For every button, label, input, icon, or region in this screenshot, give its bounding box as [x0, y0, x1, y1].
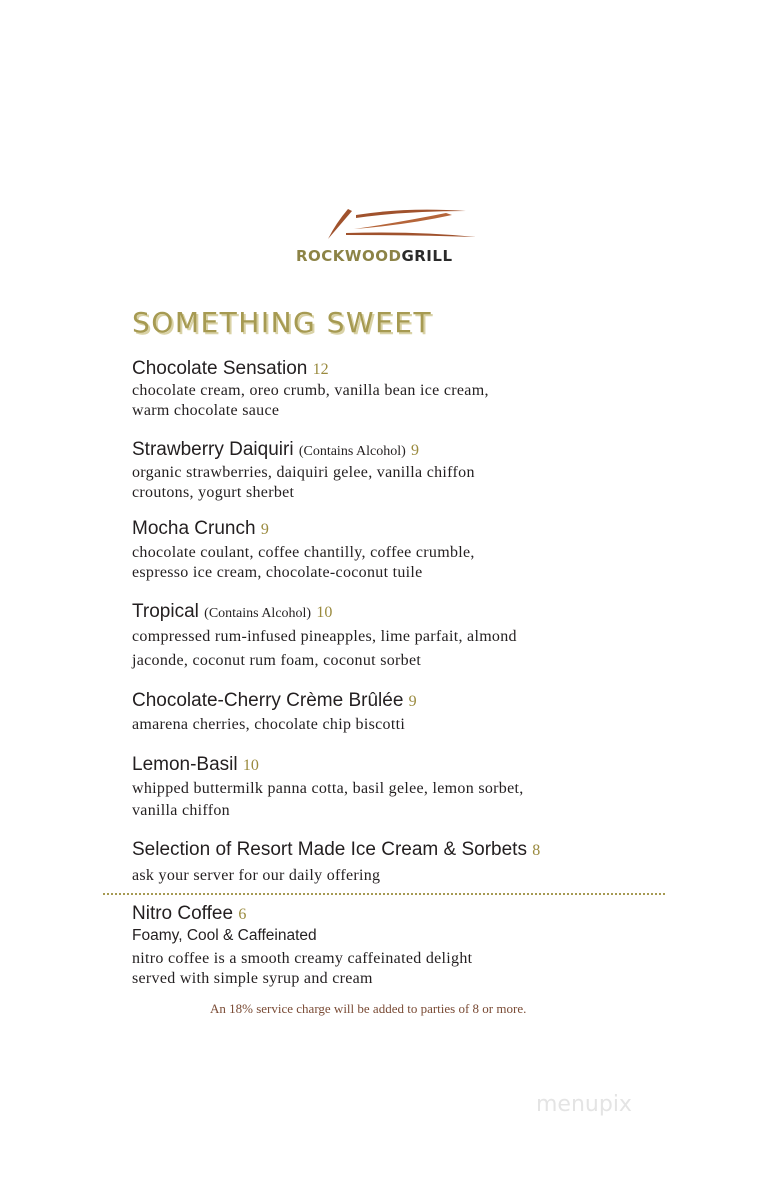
menu-item [132, 358, 489, 421]
item-price: 10 [316, 604, 333, 621]
logo-swoosh-icon [326, 205, 476, 245]
item-name: Tropical [132, 601, 199, 622]
menu-item [132, 439, 475, 503]
item-desc-line: served with simple syrup and cream [132, 970, 373, 987]
section-title: SOMETHING SWEET [132, 306, 433, 339]
logo [296, 205, 476, 267]
item-name: Nitro Coffee [132, 903, 234, 924]
menu-item [132, 518, 475, 583]
item-name: Mocha Crunch [132, 518, 256, 539]
item-desc-line: vanilla chiffon [132, 802, 230, 819]
menu-item [132, 690, 417, 735]
logo-text-rockwood: ROCKWOOD [296, 247, 402, 265]
item-desc-line: nitro coffee is a smooth creamy caffeinated delight [132, 950, 473, 967]
item-price: 9 [260, 521, 269, 538]
item-desc-line: warm chocolate sauce [132, 402, 280, 419]
item-name: Strawberry Daiquiri [132, 439, 294, 460]
item-price: 10 [242, 757, 259, 774]
item-price: 6 [238, 906, 247, 923]
item-price: 12 [312, 361, 329, 378]
item-desc-line: amarena cherries, chocolate chip biscotti [132, 716, 406, 733]
logo-text-grill: GRILL [401, 247, 453, 265]
watermark: menupix [536, 1092, 632, 1117]
item-name: Chocolate-Cherry Crème Brûlée [132, 690, 404, 711]
service-charge-note: An 18% service charge will be added to parties of 8 or more. [210, 1001, 527, 1016]
item-desc-line: whipped buttermilk panna cotta, basil gelee, lemon sorbet, [132, 780, 524, 797]
item-desc-line: compressed rum-infused pineapples, lime parfait, almond [132, 628, 517, 645]
item-note: (Contains Alcohol) [298, 444, 406, 459]
item-desc-line: chocolate coulant, coffee chantilly, coffee crumble, [132, 544, 475, 561]
menu-item [132, 839, 540, 886]
item-subtitle: Foamy, Cool & Caffeinated [132, 927, 317, 944]
dotted-divider [103, 893, 665, 895]
menu-item-nitro [132, 903, 472, 989]
item-name: Chocolate Sensation [132, 358, 308, 379]
item-desc-line: croutons, yogurt sherbet [132, 484, 295, 501]
item-note: (Contains Alcohol) [204, 606, 312, 621]
item-price: 9 [411, 442, 420, 459]
item-desc-line: organic strawberries, daiquiri gelee, vanilla chiffon [132, 464, 475, 481]
logo-wordmark [296, 247, 453, 265]
item-name: Lemon-Basil [132, 754, 238, 775]
menu-item [132, 601, 517, 673]
item-name: Selection of Resort Made Ice Cream & Sorbets [132, 839, 527, 860]
item-desc-line: chocolate cream, oreo crumb, vanilla bean ice cream, [132, 382, 489, 399]
item-price: 9 [408, 693, 417, 710]
item-desc-line: ask your server for our daily offering [132, 867, 381, 884]
menu-item [132, 754, 524, 821]
item-desc-line: jaconde, coconut rum foam, coconut sorbet [132, 652, 422, 669]
item-price: 8 [532, 842, 541, 859]
item-desc-line: espresso ice cream, chocolate-coconut tuile [132, 564, 423, 581]
